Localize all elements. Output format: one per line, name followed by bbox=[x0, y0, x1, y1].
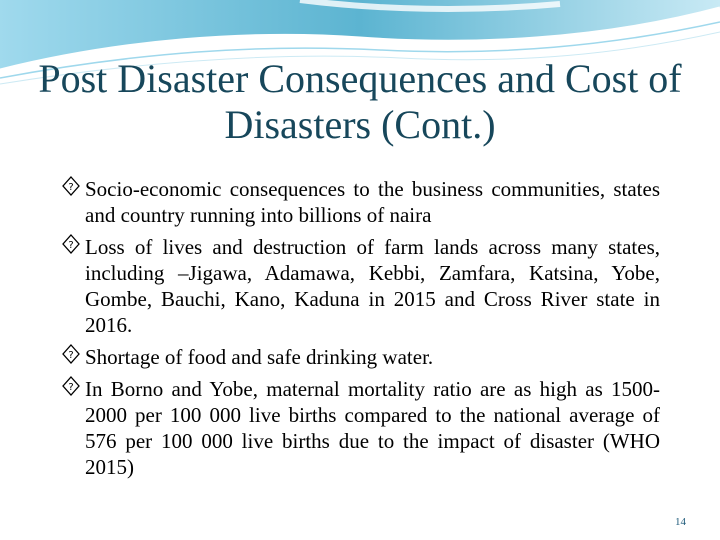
slide-title: Post Disaster Consequences and Cost of Disasters (Cont.) bbox=[38, 56, 682, 147]
page-number: 14 bbox=[675, 516, 686, 528]
bullet-text: Shortage of food and safe drinking water. bbox=[85, 345, 434, 369]
svg-text:?: ? bbox=[68, 240, 74, 251]
list-item bbox=[62, 176, 660, 228]
svg-text:?: ? bbox=[68, 182, 74, 193]
missing-glyph-icon bbox=[62, 376, 80, 396]
bullet-text: Loss of lives and destruction of farm lands across many states, including –Jigawa, Adamawa, Kebbi, Zamfara, Katsina, Yobe, Gombe, Bauchi, Kano, Kaduna in 2015 and Cross River state in 2016. bbox=[85, 235, 660, 337]
list-item bbox=[62, 344, 660, 370]
bullet-text: Socio-economic consequences to the business communities, states and country running into billions of naira bbox=[85, 177, 660, 227]
missing-glyph-icon bbox=[62, 176, 80, 196]
missing-glyph-icon bbox=[62, 234, 80, 254]
list-item bbox=[62, 376, 660, 480]
bullet-list bbox=[62, 176, 660, 486]
missing-glyph-icon bbox=[62, 344, 80, 364]
svg-text:?: ? bbox=[68, 350, 74, 361]
bullet-text: In Borno and Yobe, maternal mortality ratio are as high as 1500-2000 per 100 000 live births compared to the national average of 576 per 100 000 live births due to the impact of disaster (WHO 2015) bbox=[85, 377, 660, 479]
svg-text:?: ? bbox=[68, 382, 74, 393]
list-item bbox=[62, 234, 660, 338]
